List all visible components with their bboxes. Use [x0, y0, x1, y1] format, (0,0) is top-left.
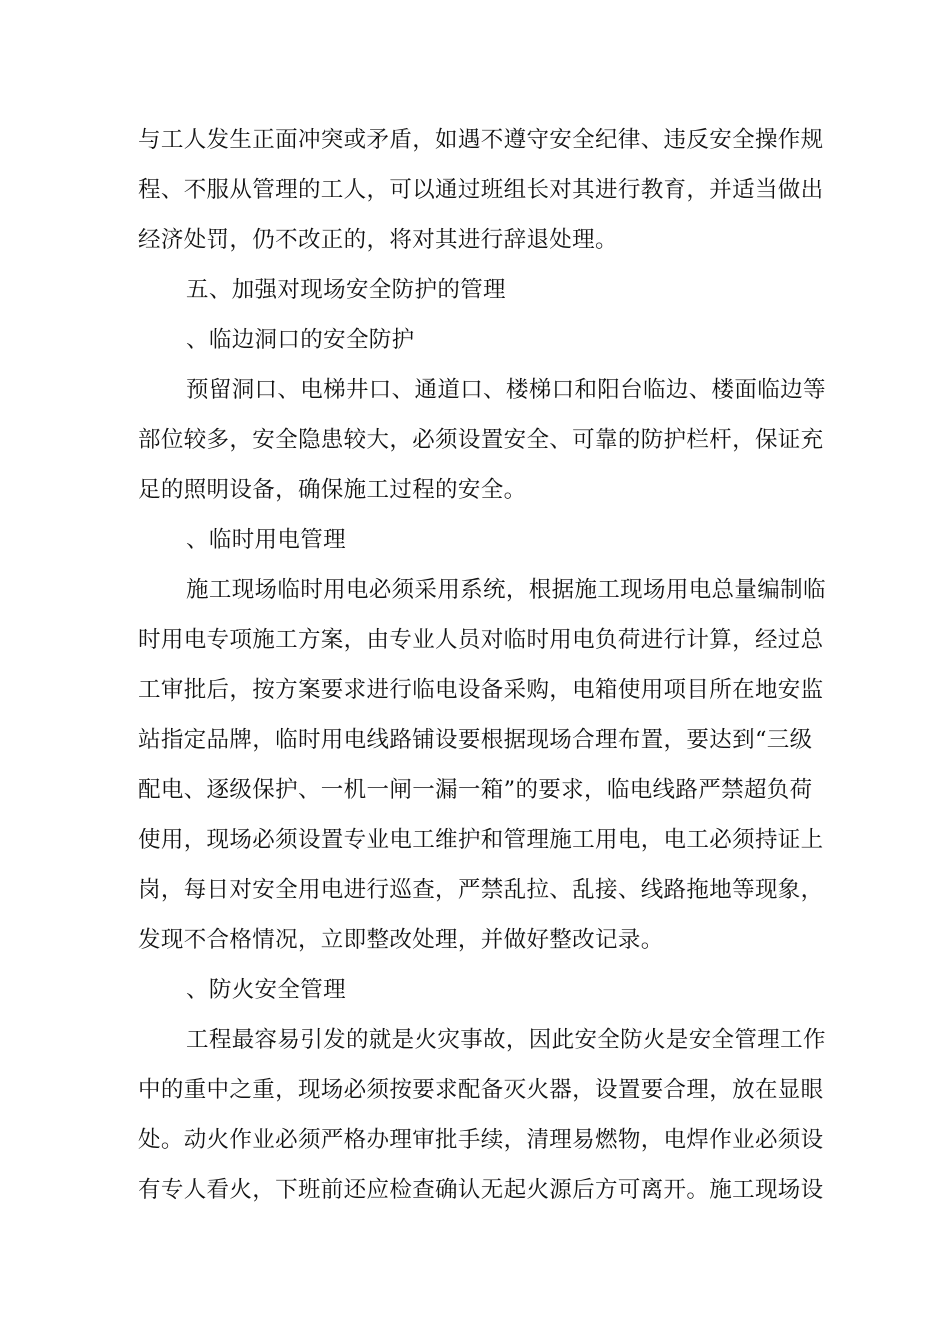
body-text-line: 有专人看火，下班前还应检查确认无起火源后方可离开。施工现场设	[138, 1177, 824, 1203]
section-heading: 五、加强对现场安全防护的管理	[186, 277, 506, 303]
body-text-line: 程、不服从管理的工人，可以通过班组长对其进行教育，并适当做出	[138, 177, 824, 203]
body-text-line: 足的照明设备，确保施工过程的安全。	[138, 477, 527, 503]
body-text-line: 使用，现场必须设置专业电工维护和管理施工用电，电工必须持证上	[138, 827, 824, 853]
body-text-line: 工程最容易引发的就是火灾事故，因此安全防火是安全管理工作	[186, 1027, 826, 1053]
body-text-line: 中的重中之重，现场必须按要求配备灭火器，设置要合理，放在显眼	[138, 1077, 824, 1103]
body-text-line: 与工人发生正面冲突或矛盾，如遇不遵守安全纪律、违反安全操作规	[138, 127, 824, 153]
body-text-line: 发现不合格情况，立即整改处理，并做好整改记录。	[138, 927, 664, 953]
body-text-line: 站指定品牌，临时用电线路铺设要根据现场合理布置，要达到“三级	[138, 727, 813, 753]
subsection-heading: 、防火安全管理	[186, 977, 346, 1003]
body-text-line: 施工现场临时用电必须采用系统，根据施工现场用电总量编制临	[186, 577, 826, 603]
body-text-line: 处。动火作业必须严格办理审批手续，清理易燃物，电焊作业必须设	[138, 1127, 824, 1153]
subsection-heading: 、临时用电管理	[186, 527, 346, 553]
body-text-line: 经济处罚，仍不改正的，将对其进行辞退处理。	[138, 227, 618, 253]
body-text-line: 时用电专项施工方案，由专业人员对临时用电负荷进行计算，经过总	[138, 627, 824, 653]
subsection-heading: 、临边洞口的安全防护	[186, 327, 415, 353]
body-text-line: 工审批后，按方案要求进行临电设备采购，电箱使用项目所在地安监	[138, 677, 824, 703]
body-text-line: 岗，每日对安全用电进行巡查，严禁乱拉、乱接、线路拖地等现象，	[138, 877, 824, 903]
body-text-line: 预留洞口、电梯井口、通道口、楼梯口和阳台临边、楼面临边等	[186, 377, 826, 403]
body-text-line: 配电、逐级保护、一机一闸一漏一箱”的要求，临电线路严禁超负荷	[138, 777, 813, 803]
body-text-line: 部位较多，安全隐患较大，必须设置安全、可靠的防护栏杆，保证充	[138, 427, 824, 453]
